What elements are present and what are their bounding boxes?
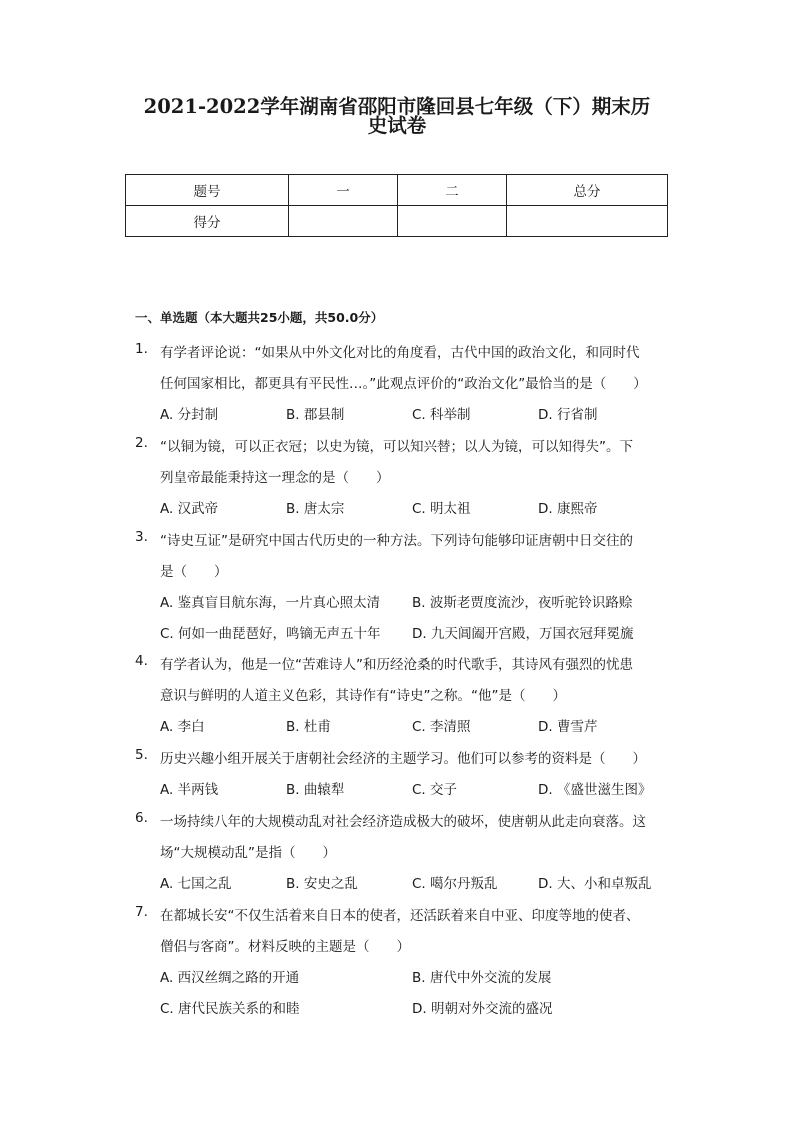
score-cell-part-2[interactable] (398, 206, 507, 237)
question-number: 3. (135, 529, 148, 545)
answer-option: A. 七国之乱 (160, 876, 232, 892)
score-table-header-row (126, 175, 668, 206)
question-text-line: 僧侣与客商”。材料反映的主题是（ ） (160, 939, 410, 955)
question-text-line: 有学者认为，他是一位“苦难诗人”和历经沧桑的时代歌手，其诗风有强烈的忧患 (160, 657, 633, 673)
answer-option: A. 分封制 (160, 407, 219, 423)
question-text-line: 一场持续八年的大规模动乱对社会经济造成极大的破坏，使唐朝从此走向衰落。这 (160, 814, 646, 830)
question-text-line: 意识与鲜明的人道主义色彩，其诗作有“诗史”之称。“他”是（ ） (160, 688, 566, 704)
answer-option: A. 西汉丝绸之路的开通 (160, 970, 300, 986)
answer-option: C. 唐代民族关系的和睦 (160, 1001, 300, 1017)
answer-option: B. 郡县制 (286, 407, 345, 423)
answer-option: C. 何如一曲琵琶好，鸣镝无声五十年 (160, 626, 381, 642)
answer-option: D. 明朝对外交流的盛况 (412, 1001, 553, 1017)
question-text-line: “以铜为镜，可以正衣冠；以史为镜，可以知兴替；以人为镜，可以知得失”。下 (160, 439, 633, 455)
answer-option: A. 汉武帝 (160, 501, 219, 517)
score-cell-part-1[interactable] (289, 206, 398, 237)
answer-option: D. 行省制 (538, 407, 598, 423)
score-table (125, 174, 668, 237)
question-text-line: 有学者评论说：“如果从中外文化对比的角度看，古代中国的政治文化，和同时代 (160, 345, 640, 361)
question-number: 7. (135, 904, 148, 920)
question-text-line: 场“大规模动乱”是指（ ） (160, 845, 336, 861)
answer-option: C. 交子 (412, 782, 458, 798)
question-text-line: 列皇帝最能秉持这一理念的是（ ） (160, 470, 390, 486)
question-text-line: 任何国家相比，都更具有平民性…。”此观点评价的“政治文化”最恰当的是（ ） (160, 376, 647, 392)
answer-option: C. 李清照 (412, 719, 471, 735)
question-text-line: 在都城长安“不仅生活着来自日本的使者，还活跃着来自中亚、印度等地的使者、 (160, 908, 640, 924)
question-number: 5. (135, 747, 148, 763)
answer-option: D. 康熙帝 (538, 501, 598, 517)
document-title-line-2: 史试卷 (367, 114, 427, 137)
answer-option: D. 大、小和卓叛乱 (538, 876, 652, 892)
answer-option: B. 唐太宗 (286, 501, 345, 517)
answer-option: B. 曲辕犁 (286, 782, 345, 798)
question-text-line: 历史兴趣小组开展关于唐朝社会经济的主题学习。他们可以参考的资料是（ ） (160, 751, 646, 767)
answer-option: A. 半两钱 (160, 782, 219, 798)
question-number: 4. (135, 653, 148, 669)
answer-option: C. 明太祖 (412, 501, 471, 517)
answer-option: B. 杜甫 (286, 719, 331, 735)
answer-option: B. 唐代中外交流的发展 (412, 970, 552, 986)
answer-option: B. 安史之乱 (286, 876, 358, 892)
header-cell-part-2: 二 (398, 175, 507, 206)
question-number: 1. (135, 341, 148, 357)
header-cell-part-1: 一 (289, 175, 398, 206)
question-text-line: 是（ ） (160, 564, 228, 580)
answer-option: D. 曹雪芹 (538, 719, 598, 735)
question-text-line: “诗史互证”是研究中国古代历史的一种方法。下列诗句能够印证唐朝中日交往的 (160, 533, 633, 549)
answer-option: D. 九天阊阖开宫殿，万国衣冠拜冕旒 (412, 626, 634, 642)
header-cell-question-number: 题号 (126, 175, 289, 206)
header-cell-total: 总分 (507, 175, 668, 206)
question-number: 6. (135, 810, 148, 826)
answer-option: A. 李白 (160, 719, 205, 735)
answer-option: B. 波斯老贾度流沙，夜听驼铃识路赊 (412, 595, 633, 611)
answer-option: C. 科举制 (412, 407, 471, 423)
score-row-label: 得分 (126, 206, 289, 237)
section-heading: 一、单选题（本大题共25小题，共50.0分） (135, 310, 384, 325)
score-cell-total[interactable] (507, 206, 668, 237)
answer-option: A. 鉴真盲目航东海，一片真心照太清 (160, 595, 381, 611)
question-number: 2. (135, 435, 148, 451)
score-table-score-row (126, 206, 668, 237)
document-title-line-1: 2021-2022学年湖南省邵阳市隆回县七年级（下）期末历 (143, 95, 651, 118)
answer-option: C. 噶尔丹叛乱 (412, 876, 498, 892)
answer-option: D. 《盛世滋生图》 (538, 782, 652, 798)
